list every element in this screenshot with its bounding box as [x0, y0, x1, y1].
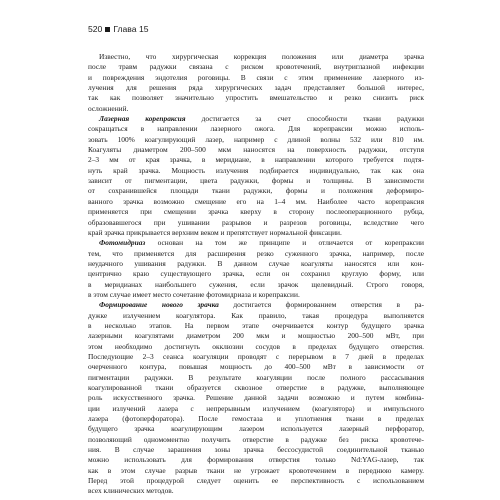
paragraph-lead-in: Формирование нового зрачка — [99, 300, 219, 310]
paragraph-coreprax — [88, 114, 424, 238]
line-text: роль искусственного зрачка. Решение данной задачи возможно и путем комбина- — [88, 393, 424, 403]
running-head — [88, 24, 149, 34]
paragraph-lead-in: Лазерная корепраксия — [99, 114, 186, 124]
line-text: достигается за счет способности ткани радужки — [185, 114, 424, 124]
text-line — [88, 404, 424, 414]
text-line — [88, 228, 424, 238]
line-text: Последующие 2–3 сеанса коагуляции проводят с перерывом в 7 дней в пределах — [88, 351, 424, 361]
line-text: неудачного ушивания радужки. В данном случае коагуляты наносятся или кон- — [88, 258, 424, 268]
text-line — [88, 466, 424, 476]
text-line — [88, 373, 424, 383]
text-line — [88, 238, 424, 248]
line-text: нуть край зрачка. Мощность излучения подбирается индивидуально, так как она — [88, 165, 424, 175]
text-line — [88, 186, 424, 196]
text-line — [88, 476, 424, 486]
line-text: лазерными коагулятами диаметром 200 мкм и мощностью 200–500 мВт, при — [88, 331, 424, 341]
text-line — [88, 145, 424, 155]
text-line — [88, 249, 424, 259]
text-line — [88, 393, 424, 403]
line-text: ции излучений лазера с непрерывным излучением (коагулятора) и импульсного — [88, 403, 424, 413]
line-text: осложнений. — [88, 103, 129, 113]
text-line — [88, 300, 424, 310]
line-text: в этом случае имеет место сочетание фотомидриаза и корепраксии. — [88, 289, 300, 299]
text-line — [88, 445, 424, 455]
line-text: центрично краю существующего зрачка, если он сохранил круглую форму, или — [88, 269, 424, 279]
line-text: от сохранившейся площади ткани радужки, формы и положения деформиро- — [88, 186, 424, 196]
text-line — [88, 93, 424, 103]
text-line — [88, 166, 424, 176]
body-text — [88, 52, 424, 497]
text-line — [88, 414, 424, 424]
line-text: будущего зрачка коагулирующим лазером используется лазерный перфоратор, — [88, 424, 424, 434]
text-line — [88, 104, 424, 114]
line-text: зависит от пигментации, цвета радужки, формы и толщины. В зависимости — [88, 176, 424, 186]
paragraph-intro — [88, 52, 424, 114]
line-text: образовавшегося при ушивании разрывов и разрезов роговицы, вследствие чего — [88, 217, 424, 227]
text-line — [88, 218, 424, 228]
line-text: тем, что применяется для расширения резко суженного зрачка, например, после — [88, 248, 424, 258]
square-bullet-icon — [105, 27, 110, 32]
text-line — [88, 362, 424, 372]
text-line — [88, 269, 424, 279]
line-text: можно использовать для формирования отверстия только Nd:YAG-лазер, так — [88, 455, 424, 465]
text-line — [88, 486, 424, 496]
text-line — [88, 114, 424, 124]
text-line — [88, 424, 424, 434]
line-text: очерченного контура, повышая мощность до 400–500 мВт в зависимости от — [88, 362, 424, 372]
text-line — [88, 435, 424, 445]
line-text: после травм радужки связана с риском кровотечений, внутриглазной инфекции — [88, 62, 424, 72]
line-text: основан на том же принципе и отличается от корепраксии — [145, 238, 424, 248]
line-text: как в этом случае разрыв ткани не угрожает кровотечением в переднюю камеру. — [88, 465, 424, 475]
line-text: этом необходимо достигнуть окклюзии сосудов в пределах будущего отверстия. — [88, 341, 424, 351]
text-line — [88, 331, 424, 341]
text-line — [88, 311, 424, 321]
paragraph-photomydriasis — [88, 238, 424, 300]
text-line — [88, 352, 424, 362]
text-line — [88, 83, 424, 93]
line-text: всех клинических методов. — [88, 486, 174, 496]
text-line — [88, 321, 424, 331]
text-line — [88, 155, 424, 165]
text-line — [88, 342, 424, 352]
text-line — [88, 259, 424, 269]
line-text: Перед этой процедурой следует оценить ее перспективность с использованием — [88, 476, 424, 486]
line-text: Известно, что хирургическая коррекция положения или диаметра зрачка — [99, 52, 424, 61]
line-text: край зрачка прикрывается верхним веком и препятствует нормальной фиксации. — [88, 227, 342, 237]
text-line — [88, 207, 424, 217]
line-text: так как позволяет значительно упростить вмешательство и резко снизить риск — [88, 93, 424, 103]
line-text: лазера (фотоперфоратора). После гемостаза и уплотнения ткани в пределах — [88, 414, 424, 424]
line-text: Коагуляты диаметром 200–500 мкм наносятся на поверхность радужки, отступя — [88, 145, 424, 155]
line-text: ния. В случае зарашения зоны зрачка бессосудистой соединительной тканью — [88, 445, 424, 455]
line-text: и повреждения эндотелия роговицы. В связи с этим применение лазерного из- — [88, 72, 424, 82]
text-line — [88, 176, 424, 186]
line-text: зовать 100% коагулирующий лазер, например с длиной волны 532 или 810 нм. — [88, 134, 424, 144]
line-text: коагулированной ткани образуется сквозное отверстие в радужке, выполняющее — [88, 383, 424, 392]
page-number: 520 — [88, 24, 103, 34]
text-line — [88, 62, 424, 72]
line-text: в несколько этапов. На первом этапе очерчивается контур будущего зрачка — [88, 320, 424, 330]
line-text: сокращаться в направлении лазерного ожога. Для корепраксии можно исполь- — [88, 124, 424, 134]
line-text: дужке излучением коагулятора. Как правило, такая процедура выполняется — [88, 310, 424, 320]
text-line — [88, 52, 424, 62]
paragraph-lead-in: Фотомидриаз — [99, 238, 146, 248]
line-text: 2–3 мм от края зрачка, в меридиане, в направлении которого требуется подтя- — [88, 155, 424, 165]
text-line — [88, 383, 424, 393]
paragraph-new-pupil — [88, 300, 424, 497]
line-text: в меридианах наибольшего сужения, если зрачок щелевидный. Строго говоря, — [88, 279, 424, 289]
text-line — [88, 124, 424, 134]
text-line — [88, 455, 424, 465]
line-text: пигментации радужки. В результате коагуляции после полного рассасывания — [88, 372, 424, 382]
text-line — [88, 290, 424, 300]
line-text: лучения для решения ряда хирургических задач представляет большой интерес, — [88, 83, 424, 93]
text-line — [88, 197, 424, 207]
line-text: позволяющий одномоментно получить отверстие в радужке без риска кровотече- — [88, 434, 424, 444]
text-line — [88, 280, 424, 290]
line-text: достигается формированием отверстия в ра- — [218, 300, 424, 310]
chapter-title: Глава 15 — [113, 24, 149, 34]
text-line — [88, 135, 424, 145]
text-line — [88, 73, 424, 83]
line-text: применяется при смещении зрачка кверху в сторону послеоперационного рубца, — [88, 207, 424, 217]
line-text: ванного зрачка возможно смещение его на 1–4 мм. Наиболее часто корепраксия — [88, 196, 424, 206]
